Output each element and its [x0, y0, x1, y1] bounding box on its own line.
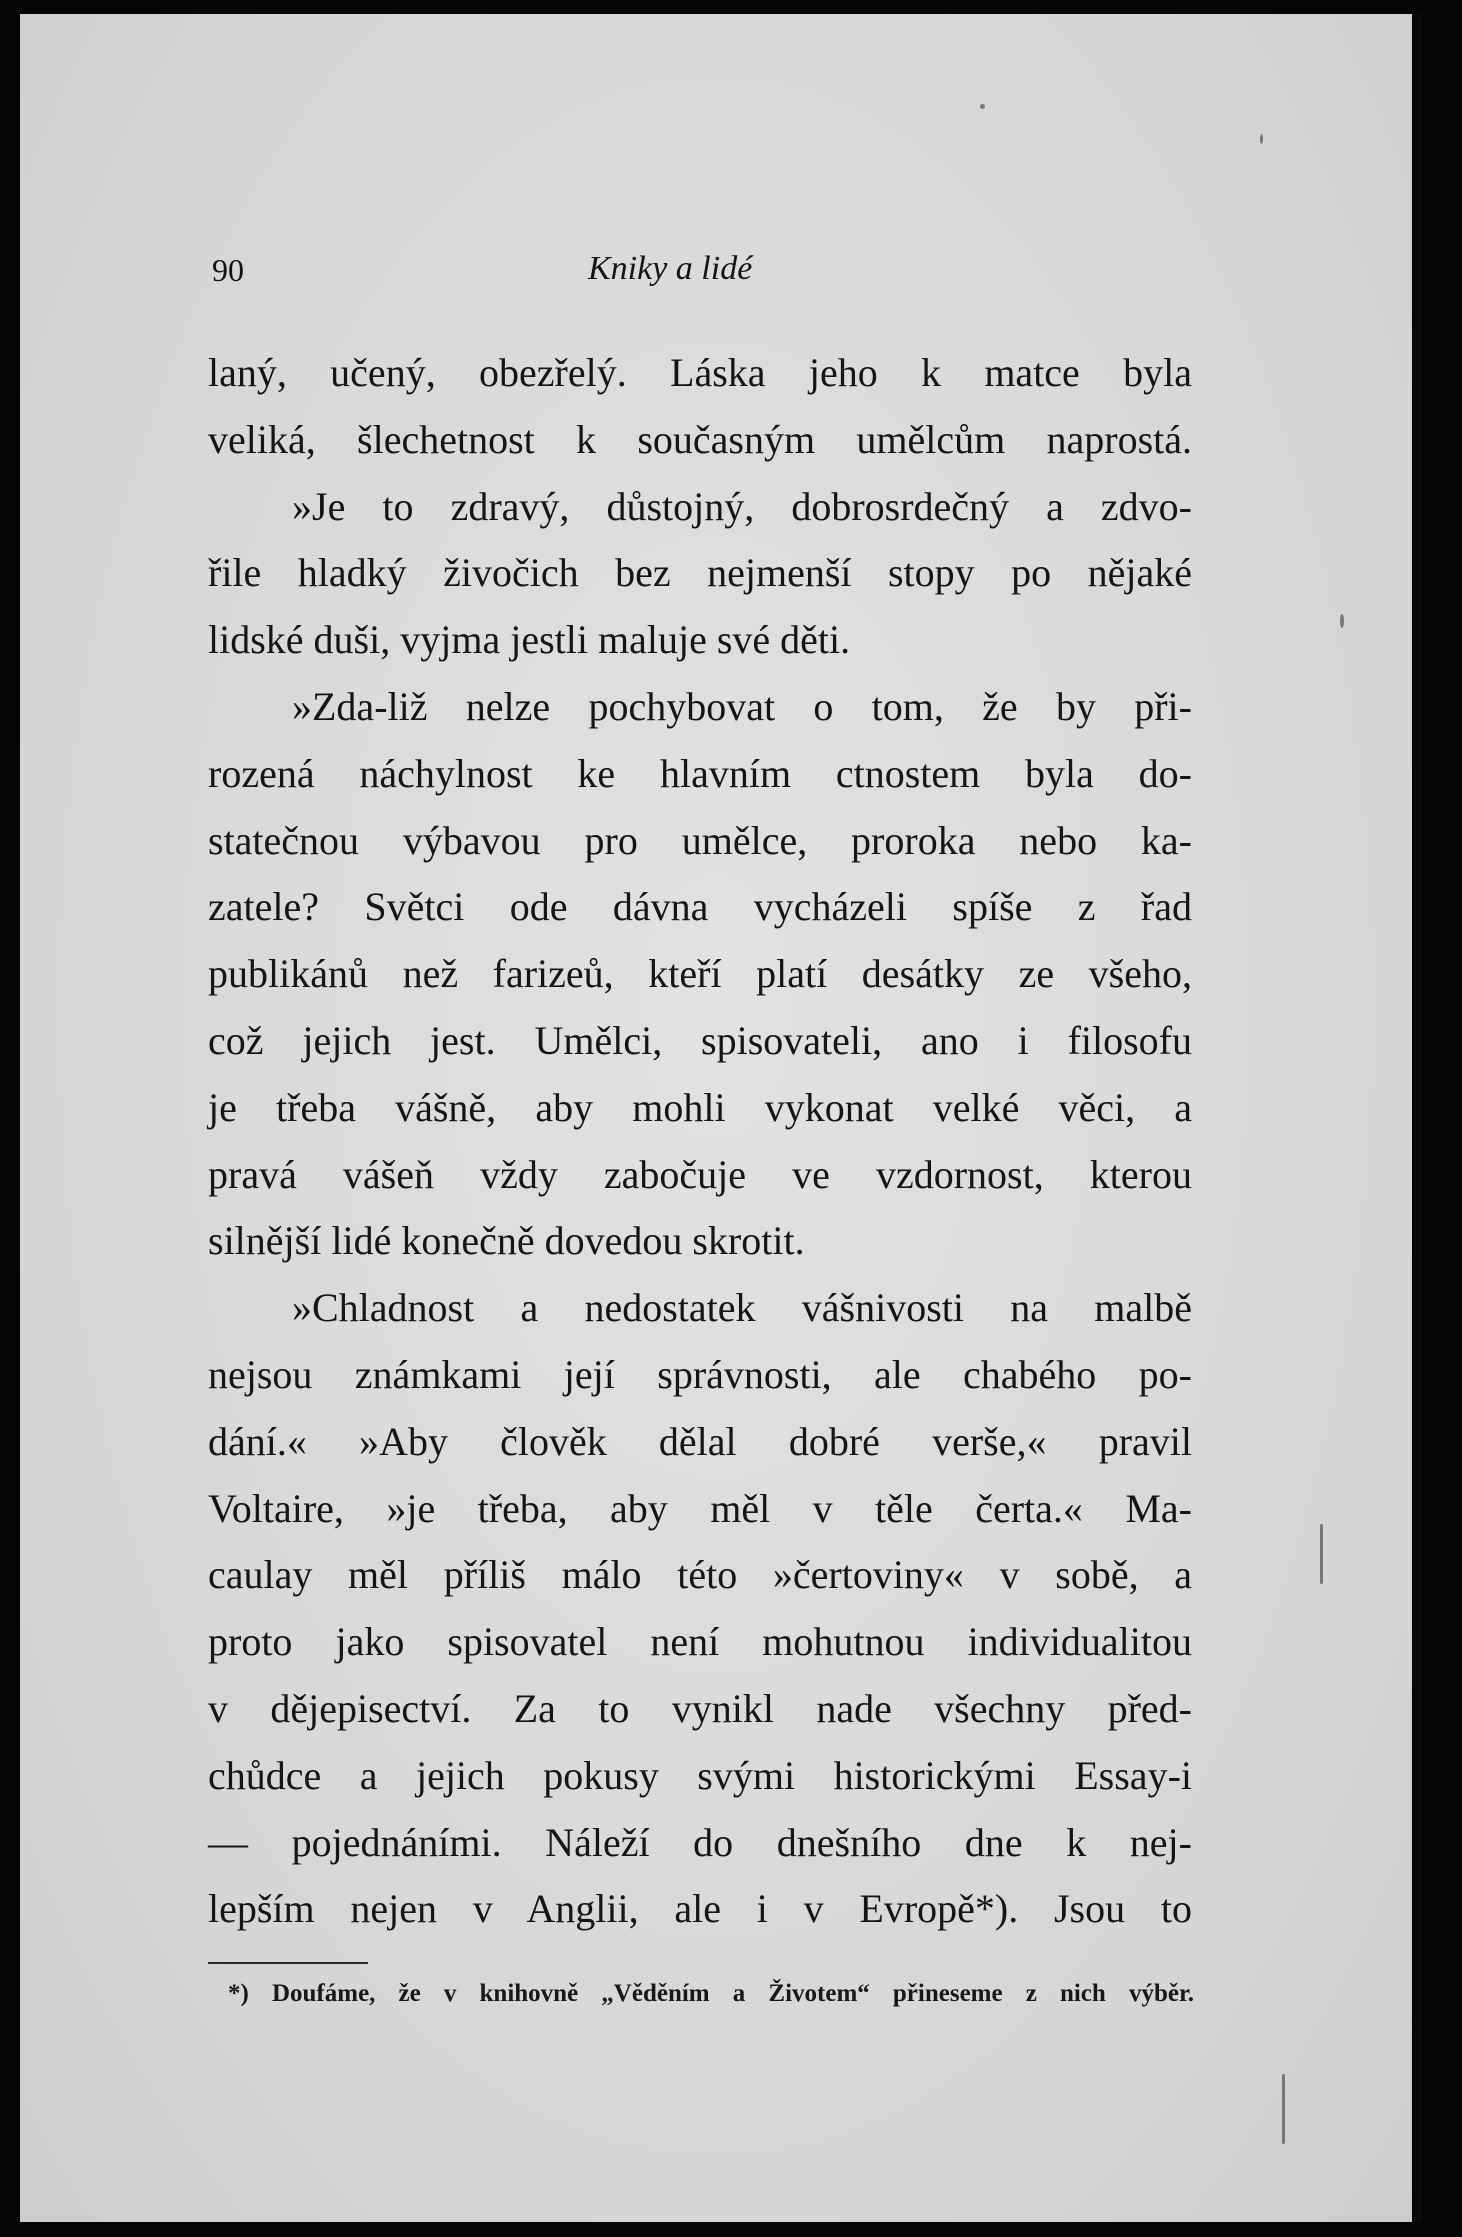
scan-speck: [980, 104, 985, 109]
text-line: proto jako spisovatel není mohutnou individualitou: [208, 1619, 1192, 1665]
text-line: řile hladký živočich bez nejmenší stopy po nějaké: [208, 550, 1192, 596]
text-line: »Je to zdravý, důstojný, dobrosrdečný a zdvo-: [292, 483, 1192, 529]
scan-speck: [1320, 1524, 1323, 1584]
text-line: zatele? Světci ode dávna vycházeli spíše z řad: [208, 884, 1192, 930]
text-line: je třeba vášně, aby mohli vykonat velké věci, a: [208, 1084, 1192, 1130]
footnote-rule: [208, 1962, 368, 1964]
text-line: caulay měl příliš málo této »čertoviny« v sobě, a: [208, 1552, 1192, 1598]
text-line: lidské duši, vyjma jestli maluje své děti.: [208, 617, 851, 663]
page-edge: [1414, 14, 1422, 2222]
text-line: publikánů než farizeů, kteří platí desátky ze všeho,: [208, 951, 1192, 997]
running-title: Kniky a lidé: [588, 250, 753, 287]
scan-speck: [1340, 614, 1344, 628]
scan-speck: [1260, 134, 1263, 144]
text-line: pravá vášeň vždy zabočuje ve vzdornost, kterou: [208, 1151, 1192, 1197]
text-line: nejsou známkami její správnosti, ale chabého po-: [208, 1351, 1192, 1397]
footnote: *) Doufáme, že v knihovně „Věděním a Životem“ přineseme z nich výběr.: [228, 1980, 1194, 2007]
page-number: 90: [212, 252, 244, 288]
text-line: dání.« »Aby člověk dělal dobré verše,« pravil: [208, 1418, 1192, 1464]
text-line: lepším nejen v Anglii, ale i v Evropě*). Jsou to: [208, 1886, 1192, 1932]
text-line: »Chladnost a nedostatek vášnivosti na malbě: [292, 1285, 1192, 1331]
text-line: rozená náchylnost ke hlavním ctnostem byla do-: [208, 750, 1192, 796]
text-line: což jejich jest. Umělci, spisovateli, ano i filosofu: [208, 1017, 1192, 1063]
text-line: statečnou výbavou pro umělce, proroka nebo ka-: [208, 817, 1192, 863]
body-text: [208, 340, 1192, 1943]
text-line: »Zda-liž nelze pochybovat o tom, že by při-: [292, 683, 1192, 729]
book-page: [20, 14, 1412, 2222]
text-line: chůdce a jejich pokusy svými historickými Essay-i: [208, 1752, 1192, 1798]
text-line: v dějepisectví. Za to vynikl nade všechny před-: [208, 1685, 1192, 1731]
text-line: — pojednáními. Náleží do dnešního dne k nej-: [208, 1819, 1192, 1865]
text-line: laný, učený, obezřelý. Láska jeho k matce byla: [208, 350, 1192, 395]
page-header: [20, 252, 1412, 302]
text-line: Voltaire, »je třeba, aby měl v těle čerta.« Ma-: [208, 1485, 1192, 1531]
scan-speck: [1282, 2074, 1285, 2144]
text-line: silnější lidé konečně dovedou skrotit.: [208, 1218, 805, 1264]
text-line: veliká, šlechetnost k současným umělcům naprostá.: [208, 416, 1192, 462]
